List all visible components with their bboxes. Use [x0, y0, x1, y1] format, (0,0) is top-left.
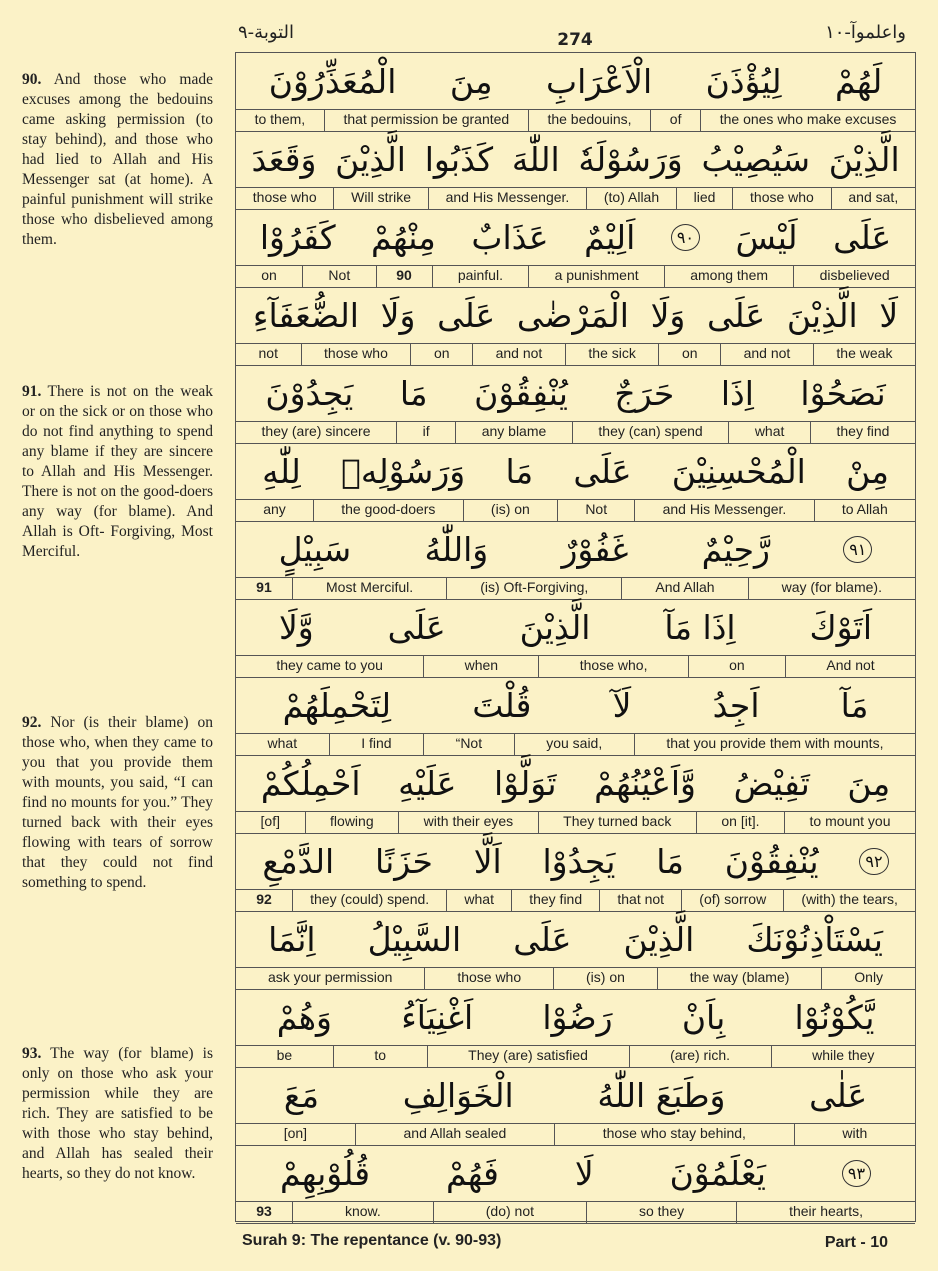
- word-meaning: the good-doers: [313, 499, 463, 521]
- header-surah: التوبة-٩: [238, 22, 295, 43]
- arabic-word: وَلَا: [650, 295, 686, 335]
- grid-row: [236, 521, 915, 599]
- word-meaning: so they: [586, 1201, 736, 1223]
- word-meaning: to: [333, 1045, 427, 1067]
- word-meaning: any blame: [455, 421, 572, 443]
- arabic-word: رَضُوْا: [542, 997, 613, 1037]
- word-meaning: that you provide them with mounts,: [634, 733, 915, 755]
- arabic-word: تَفِيْضُ: [733, 763, 810, 803]
- arabic-word: مِنْهُمْ: [371, 217, 436, 257]
- word-meaning: They (are) satisfied: [427, 1045, 629, 1067]
- word-meaning: they came to you: [276, 657, 383, 674]
- word-meaning: I find: [329, 733, 423, 755]
- word-meaning: that not: [599, 889, 681, 911]
- arabic-word: فَهُمْ: [445, 1153, 499, 1193]
- verse-marker: ٩٠: [671, 224, 700, 251]
- translation-text: And those who made excuses among the bedouins came asking permission (to stay behind), and those who had lied to Allah and His Messenger sat (at home). A painful punishment will strike those who disbelieved among them.: [22, 71, 214, 248]
- arabic-line: [236, 131, 915, 188]
- arabic-word: كَفَرُوْا: [259, 217, 336, 257]
- word-meaning: those who: [424, 967, 553, 989]
- arabic-word: الَّذِيْنَ: [786, 295, 858, 335]
- arabic-word: وَّلَا: [278, 607, 314, 647]
- arabic-word: لَيْسَ: [735, 217, 798, 257]
- verse-91-translation: [22, 382, 213, 562]
- arabic-word: الْاَعْرَابِ: [546, 61, 653, 101]
- word-meaning: Will strike: [333, 187, 427, 209]
- arabic-word: اَتَوْكَ: [809, 607, 873, 647]
- word-meaning: and sat,: [831, 187, 915, 209]
- word-meaning: those who stay behind,: [554, 1123, 794, 1145]
- verse-number-cell: 91: [256, 579, 272, 596]
- word-meaning: on: [658, 343, 720, 365]
- arabic-word: اَلِيْمٌ: [584, 217, 636, 257]
- grid-row: [236, 209, 915, 287]
- arabic-line: [236, 365, 915, 422]
- arabic-line: [236, 911, 915, 968]
- arabic-word: كَذَبُوا: [424, 139, 494, 179]
- grid-row: [236, 365, 915, 443]
- word-meaning: on: [410, 343, 472, 365]
- arabic-word: لَا: [879, 295, 899, 335]
- word-meaning: Only: [821, 967, 915, 989]
- verse-number-cell: 92: [256, 891, 272, 908]
- arabic-word: قُلُوْبِهِمْ: [279, 1153, 371, 1193]
- word-meaning: when: [423, 655, 538, 677]
- word-meaning: those who,: [538, 655, 687, 677]
- arabic-line: [236, 677, 915, 734]
- word-meaning: painful.: [432, 265, 529, 287]
- word-meaning: among them: [664, 265, 793, 287]
- english-line: [236, 187, 915, 210]
- arabic-word: وَرَسُوْلِهٖ: [341, 451, 466, 491]
- arabic-word: وَلَا: [380, 295, 416, 335]
- word-meaning: disbelieved: [793, 265, 915, 287]
- arabic-word: عَلَى: [513, 919, 572, 959]
- english-line: [236, 811, 915, 834]
- arabic-word: اَجِدُ: [712, 685, 760, 725]
- arabic-word: الضُّعَفَآءِ: [252, 295, 359, 335]
- word-meaning: and His Messenger.: [634, 499, 813, 521]
- arabic-word: اَغْنِيَآءُ: [401, 997, 474, 1037]
- grid-row: [236, 1145, 915, 1223]
- arabic-word: يَجِدُوْا: [542, 841, 616, 881]
- arabic-line: [236, 599, 915, 656]
- english-line: [236, 1045, 915, 1068]
- arabic-word: عَلَى: [437, 295, 496, 335]
- arabic-word: حَرَجٌ: [614, 373, 675, 413]
- arabic-word: مِنْ: [846, 451, 889, 491]
- arabic-word: الَّذِيْنَ: [519, 607, 591, 647]
- arabic-word: مَعَ: [283, 1075, 320, 1115]
- arabic-word: لِتَحْمِلَهُمْ: [282, 685, 392, 725]
- arabic-word: اَلَّا: [473, 841, 502, 881]
- word-meaning: any: [263, 501, 286, 518]
- word-meaning: of: [650, 109, 700, 131]
- arabic-word: سَبِيْلٍ: [278, 529, 352, 569]
- word-meaning: that permission be granted: [324, 109, 528, 131]
- grid-row: [236, 833, 915, 911]
- word-meaning: [of]: [260, 813, 280, 830]
- word-meaning: ask your permission: [267, 969, 393, 986]
- word-meaning: to Allah: [814, 499, 915, 521]
- arabic-word: عَلٰى: [809, 1075, 868, 1115]
- arabic-line: [236, 443, 915, 500]
- english-line: [236, 577, 915, 600]
- arabic-word: لِلّٰهِ: [262, 451, 301, 491]
- arabic-word: يَسْتَاْذِنُوْنَكَ: [746, 919, 883, 959]
- word-meaning: what: [446, 889, 511, 911]
- word-meaning: their hearts,: [736, 1201, 915, 1223]
- word-meaning: not: [258, 345, 278, 362]
- word-meaning: They turned back: [538, 811, 696, 833]
- grid-row: [236, 287, 915, 365]
- verse-90-translation: [22, 70, 213, 250]
- arabic-word: وَطَبَعَ اللّٰهُ: [597, 1075, 726, 1115]
- word-meaning: the sick: [565, 343, 659, 365]
- word-meaning: Not: [557, 499, 634, 521]
- arabic-word: عَلَى: [833, 217, 892, 257]
- english-line: [236, 655, 915, 678]
- arabic-word: عَلَى: [573, 451, 632, 491]
- arabic-word: حَزَنًا: [375, 841, 433, 881]
- english-line: [236, 733, 915, 756]
- word-meaning: the way (blame): [657, 967, 821, 989]
- arabic-word: الْمُعَذِّرُوْنَ: [268, 61, 397, 101]
- verse-marker: ٩٢: [859, 848, 888, 875]
- arabic-word: يَعْلَمُوْنَ: [669, 1153, 766, 1193]
- word-meaning: (is) Oft-Forgiving,: [446, 577, 621, 599]
- arabic-line: [236, 755, 915, 812]
- arabic-word: وَهُمْ: [276, 997, 332, 1037]
- word-meaning: (is) on: [553, 967, 657, 989]
- translation-text: There is not on the weak or on the sick or on those who do not find anything to spend any blame if they are sincere to Allah and His Messenger. There is not on the good-doers any way (for blame). And Allah is Oft- Forgiving, Most Merciful.: [22, 383, 213, 560]
- arabic-word: مَآ: [840, 685, 869, 725]
- word-meaning: And not: [785, 655, 915, 677]
- word-meaning: with: [794, 1123, 915, 1145]
- word-meaning: a punishment: [528, 265, 664, 287]
- word-meaning: they find: [810, 421, 915, 443]
- word-meaning: (to) Allah: [586, 187, 676, 209]
- verse-number-cell: 93: [256, 1203, 272, 1220]
- verse-marker: ٩١: [843, 536, 872, 563]
- arabic-word: عَذَابٌ: [471, 217, 549, 257]
- grid-row: [236, 599, 915, 677]
- english-line: [236, 499, 915, 522]
- word-meaning: flowing: [305, 811, 399, 833]
- word-meaning: (of) sorrow: [681, 889, 783, 911]
- word-meaning: on: [261, 267, 277, 284]
- grid-row: [236, 1067, 915, 1145]
- grid-row: [236, 755, 915, 833]
- arabic-word: قُلْتَ: [472, 685, 532, 725]
- word-meaning: know.: [292, 1201, 433, 1223]
- verse-92-translation: [22, 713, 213, 893]
- arabic-word: الَّذِيْنَ: [623, 919, 695, 959]
- word-meaning: if: [396, 421, 455, 443]
- word-meaning: (is) on: [463, 499, 557, 521]
- word-meaning: (are) rich.: [629, 1045, 771, 1067]
- word-by-word-grid: [235, 52, 916, 1222]
- word-meaning: the ones who make excuses: [700, 109, 915, 131]
- arabic-line: [236, 989, 915, 1046]
- word-meaning: those who: [732, 187, 830, 209]
- word-meaning: the bedouins,: [528, 109, 650, 131]
- verse-93-translation: [22, 1044, 213, 1184]
- english-line: [236, 109, 915, 132]
- word-meaning: what: [728, 421, 810, 443]
- arabic-word: الَّذِيْنَ: [335, 139, 406, 179]
- word-meaning: [on]: [283, 1125, 308, 1142]
- word-meaning: Not: [302, 265, 375, 287]
- arabic-word: الْمَرْضٰى: [516, 295, 629, 335]
- word-meaning: they (are) sincere: [261, 423, 371, 440]
- part-footer: Part - 10: [824, 1234, 888, 1251]
- verse-number: 91.: [22, 383, 42, 400]
- grid-row: [236, 131, 915, 209]
- grid-row: [236, 443, 915, 521]
- word-meaning: lied: [676, 187, 732, 209]
- verse-number-cell: 90: [376, 265, 432, 287]
- arabic-word: رَّحِيْمٌ: [701, 529, 770, 569]
- grid-row: [236, 53, 915, 131]
- arabic-word: يُنْفِقُوْنَ: [474, 373, 568, 413]
- arabic-line: [236, 1145, 915, 1202]
- arabic-word: مَا: [505, 451, 534, 491]
- arabic-word: مَا: [399, 373, 428, 413]
- arabic-word: لِيُؤْذَنَ: [705, 61, 782, 101]
- arabic-word: عَلَى: [707, 295, 766, 335]
- arabic-word: وَرَسُوْلَهٗ: [578, 139, 683, 179]
- word-meaning: those who: [252, 189, 317, 206]
- arabic-line: [236, 833, 915, 890]
- arabic-line: [236, 1067, 915, 1124]
- translation-text: The way (for blame) is only on those who ask your permission while they are rich. They are satisfied to be with those who stay behind, and Allah has sealed their hearts, so they do not know.: [22, 1045, 213, 1182]
- arabic-word: يَجِدُوْنَ: [265, 373, 354, 413]
- arabic-word: لَا: [574, 1153, 594, 1193]
- word-meaning: those who: [301, 343, 411, 365]
- word-meaning: and not: [472, 343, 565, 365]
- word-meaning: And Allah: [621, 577, 747, 599]
- word-meaning: you said,: [514, 733, 634, 755]
- arabic-word: يُنْفِقُوْنَ: [724, 841, 819, 881]
- word-meaning: and His Messenger.: [428, 187, 586, 209]
- verse-number: 92.: [22, 714, 42, 731]
- word-meaning: while they: [771, 1045, 915, 1067]
- arabic-word: بِاَنْ: [681, 997, 726, 1037]
- arabic-word: الْخَوَالِفِ: [402, 1075, 514, 1115]
- verse-number: 93.: [22, 1045, 42, 1062]
- word-meaning: way (for blame).: [748, 577, 915, 599]
- arabic-word: يَّكُوْنُوْا: [794, 997, 875, 1037]
- arabic-word: مِنَ: [847, 763, 891, 803]
- arabic-word: عَلَى: [387, 607, 446, 647]
- word-meaning: (with) the tears,: [783, 889, 915, 911]
- word-meaning: the weak: [813, 343, 915, 365]
- arabic-line: [236, 287, 915, 344]
- english-line: [236, 343, 915, 366]
- arabic-word: لَآ: [612, 685, 632, 725]
- english-line: [236, 967, 915, 990]
- surah-footer: Surah 9: The repentance (v. 90-93): [242, 1232, 502, 1249]
- arabic-word: عَلَيْهِ: [398, 763, 457, 803]
- word-meaning: and not: [720, 343, 813, 365]
- english-line: [236, 265, 915, 288]
- arabic-word: الْمُحْسِنِيْنَ: [671, 451, 806, 491]
- arabic-word: الدَّمْعِ: [262, 841, 335, 881]
- word-meaning: be: [276, 1047, 293, 1064]
- arabic-word: اِذَا مَآ: [664, 607, 736, 647]
- english-line: [236, 889, 915, 912]
- grid-row: [236, 911, 915, 989]
- arabic-word: اِذَا: [720, 373, 754, 413]
- word-meaning: and Allah sealed: [355, 1123, 554, 1145]
- arabic-line: [236, 53, 915, 110]
- arabic-word: وَّاَعْيُنُهُمْ: [594, 763, 696, 803]
- word-meaning: Most Merciful.: [292, 577, 446, 599]
- arabic-word: نَصَحُوْا: [800, 373, 886, 413]
- arabic-word: تَوَلَّوْا: [494, 763, 557, 803]
- header-juz: واعلموآ-١٠: [825, 22, 906, 43]
- arabic-word: مِنَ: [449, 61, 493, 101]
- arabic-word: سَيُصِيْبُ: [701, 139, 811, 179]
- word-meaning: with their eyes: [398, 811, 538, 833]
- arabic-line: [236, 521, 915, 578]
- word-meaning: to mount you: [784, 811, 915, 833]
- word-meaning: they (can) spend: [572, 421, 728, 443]
- english-line: [236, 1123, 915, 1146]
- arabic-word: اِنَّمَا: [268, 919, 316, 959]
- arabic-word: السَّبِيْلُ: [367, 919, 462, 959]
- grid-row: [236, 989, 915, 1067]
- word-meaning: on: [688, 655, 785, 677]
- grid-row: [236, 677, 915, 755]
- arabic-word: الَّذِيْنَ: [828, 139, 900, 179]
- arabic-word: وَاللّٰهُ: [424, 529, 489, 569]
- english-line: [236, 1201, 915, 1224]
- page-number: 274: [557, 30, 593, 50]
- word-meaning: they find: [511, 889, 599, 911]
- translation-text: Nor (is their blame) on those who, when they came to you that you provide them with mounts, you said, “I can find no mounts for you.” They turned back with their eyes flowing with tears of sorrow that they could not find something to spend.: [22, 714, 213, 891]
- word-meaning: to them,: [254, 111, 306, 128]
- english-line: [236, 421, 915, 444]
- verse-number: 90.: [22, 71, 42, 88]
- word-meaning: what: [267, 735, 298, 752]
- arabic-word: لَهُمْ: [835, 61, 883, 101]
- arabic-word: اَحْمِلُكُمْ: [260, 763, 361, 803]
- word-meaning: on [it].: [696, 811, 784, 833]
- word-meaning: (do) not: [433, 1201, 586, 1223]
- arabic-word: وَقَعَدَ: [251, 139, 317, 179]
- word-meaning: “Not: [423, 733, 514, 755]
- arabic-word: اللّٰهَ: [511, 139, 560, 179]
- verse-marker: ٩٣: [842, 1160, 871, 1187]
- arabic-word: مَا: [656, 841, 684, 881]
- arabic-line: [236, 209, 915, 266]
- word-meaning: they (could) spend.: [292, 889, 446, 911]
- arabic-word: غَفُوْرٌ: [561, 529, 629, 569]
